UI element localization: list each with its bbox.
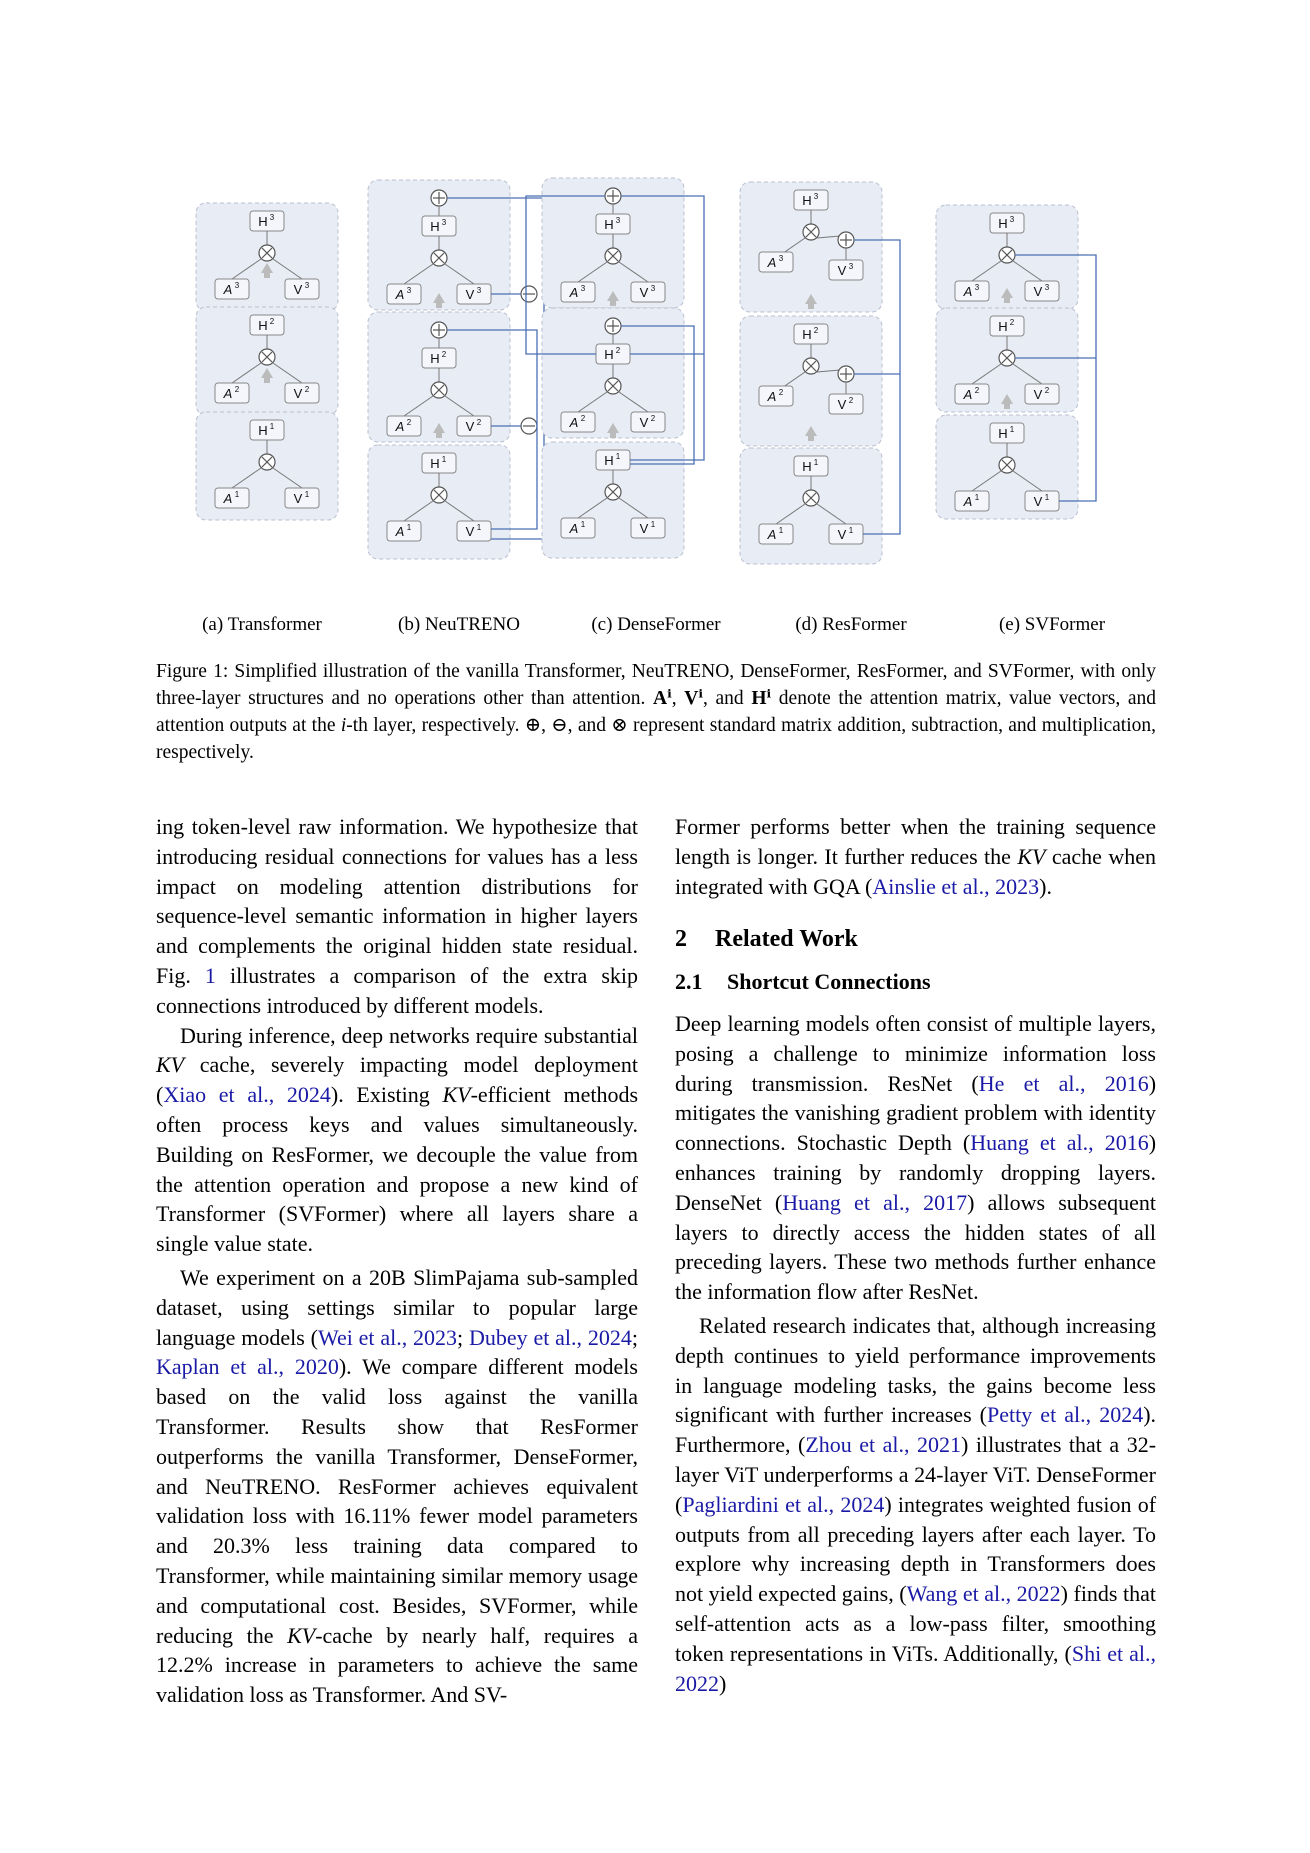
- node-label-a3: A: [569, 285, 579, 300]
- node-sup-h3: 3: [1009, 215, 1015, 224]
- flow-arrow-shaft: [1004, 297, 1010, 303]
- node-sup-h3: 3: [269, 213, 275, 222]
- panel-label-a: (a) Transformer: [202, 614, 322, 635]
- panel-label-e: (e) SVFormer: [998, 614, 1106, 635]
- node-sup-a1: 1: [406, 523, 412, 532]
- node-sup-a2: 2: [974, 386, 980, 395]
- paragraph: Deep learning models often consist of multiple layers, posing a challenge to minimize information loss during transmission. ResNet (He et al., 2016) mitigates the vanishing gradient problem with identity connections. Stochastic Depth (Huang et al., 2016) enhances training by randomly dropping layers. DenseNet (Huang et al., 2017) allows subsequent layers to directly access the hidden states of all preceding layers. These two methods further enhance the information flow after ResNet.: [675, 1010, 1157, 1305]
- node-label-a3: A: [767, 255, 777, 270]
- node-label-a3: A: [223, 282, 233, 297]
- citation-link[interactable]: Huang et al., 2017: [782, 1189, 968, 1215]
- flow-arrow-shaft: [436, 302, 442, 308]
- node-label-v1: V: [837, 527, 847, 542]
- node-label-h1: H: [258, 423, 268, 438]
- node-label-v2: V: [1033, 387, 1043, 402]
- node-label-a2: A: [395, 419, 405, 434]
- citation-link[interactable]: Wei et al., 2023: [317, 1324, 458, 1350]
- node-sup-v2: 2: [1044, 386, 1050, 395]
- citation-link[interactable]: Dubey et al., 2024: [468, 1324, 632, 1350]
- node-sup-h1: 1: [441, 455, 447, 464]
- node-label-a1: A: [395, 524, 405, 539]
- node-label-v3: V: [293, 282, 303, 297]
- node-sup-v1: 1: [848, 526, 854, 535]
- node-sup-a2: 2: [406, 418, 412, 427]
- node-sup-h1: 1: [1009, 425, 1015, 434]
- node-sup-a1: 1: [974, 493, 980, 502]
- node-label-v1: V: [465, 524, 475, 539]
- node-label-h2: H: [802, 327, 812, 342]
- citation-link[interactable]: Wang et al., 2022: [906, 1581, 1061, 1607]
- flow-arrow-shaft: [436, 432, 442, 438]
- citation-link[interactable]: Pagliardini et al., 2024: [682, 1491, 885, 1517]
- node-sup-v3: 3: [650, 284, 656, 293]
- node-sup-v1: 1: [650, 520, 656, 529]
- paragraph: During inference, deep networks require substantial KV cache, severely impacting model deployment (Xiao et al., 2024). Existing KV-efficient methods often process keys and values simultaneously. Building on ResFormer, we decouple the value from the attention operation and propose a new kind of Transformer (SVFormer) where all layers share a single value state.: [156, 1022, 639, 1257]
- flow-arrow-shaft: [610, 300, 616, 306]
- node-label-h1: H: [998, 426, 1008, 441]
- node-label-v2: V: [293, 386, 303, 401]
- node-label-a2: A: [223, 386, 233, 401]
- left-column: [156, 812, 638, 1710]
- node-label-a2: A: [963, 387, 973, 402]
- right-column: [675, 812, 1156, 1698]
- node-label-h1: H: [802, 459, 812, 474]
- node-sup-h3: 3: [441, 218, 447, 227]
- node-label-h1: H: [430, 456, 440, 471]
- section-heading: 2 Related Work: [675, 926, 858, 953]
- node-label-a2: A: [767, 389, 777, 404]
- node-sup-v3: 3: [476, 286, 482, 295]
- citation-link[interactable]: Xiao et al., 2024: [163, 1082, 331, 1108]
- paragraph: Former performs better when the training sequence length is longer. It further reduces the KV cache when integrated with GQA (Ainslie et al., 2023).: [675, 814, 1156, 899]
- citation-link[interactable]: He et al., 2016: [978, 1070, 1149, 1096]
- node-label-h3: H: [802, 193, 812, 208]
- node-sup-a1: 1: [580, 520, 586, 529]
- node-sup-h2: 2: [813, 326, 819, 335]
- node-sup-v2: 2: [476, 418, 482, 427]
- symbol-h: Hⁱ: [751, 688, 772, 709]
- node-label-h3: H: [258, 214, 268, 229]
- node-sup-v1: 1: [1044, 493, 1050, 502]
- node-sup-v2: 2: [650, 414, 656, 423]
- node-label-v3: V: [1033, 284, 1043, 299]
- node-sup-a2: 2: [234, 385, 240, 394]
- node-label-a1: A: [963, 494, 973, 509]
- flow-arrow-shaft: [264, 272, 270, 278]
- node-sup-h3: 3: [615, 216, 621, 225]
- node-sup-a3: 3: [580, 284, 586, 293]
- node-label-h2: H: [430, 351, 440, 366]
- node-label-h3: H: [604, 217, 614, 232]
- citation-link[interactable]: Shi et al., 2022: [675, 1640, 1156, 1696]
- symbol-a: Aⁱ: [652, 688, 672, 709]
- node-sup-v3: 3: [304, 281, 310, 290]
- node-sup-v3: 3: [848, 262, 854, 271]
- node-label-h3: H: [430, 219, 440, 234]
- node-sup-h2: 2: [269, 317, 275, 326]
- node-label-h3: H: [998, 216, 1008, 231]
- figure-link[interactable]: 1: [204, 962, 216, 988]
- paragraph: We experiment on a 20B SlimPajama sub-sampled dataset, using settings similar to popular large language models (Wei et al., 2023; Dubey et al., 2024; Kaplan et al., 2020). We compare different models based on the valid loss against the vanilla Transformer. Results show that ResFormer outperforms the vanilla Transformer, DenseFormer, and NeuTRENO. ResFormer achieves equivalent validation loss with 16.11% fewer model parameters and 20.3% less training data compared to Transformer, while maintaining similar memory usage and computational cost. Besides, SVFormer, while reducing the KV-cache by nearly half, requires a 12.2% increase in parameters to achieve the same validation loss as Transformer. And SV-: [156, 1264, 638, 1708]
- citation-link[interactable]: Petty et al., 2024: [987, 1402, 1144, 1428]
- flow-arrow-shaft: [610, 432, 616, 438]
- node-sup-a3: 3: [778, 254, 784, 263]
- flow-arrow-shaft: [808, 435, 814, 441]
- node-label-v3: V: [837, 263, 847, 278]
- node-sup-v2: 2: [304, 385, 310, 394]
- node-label-v2: V: [639, 415, 649, 430]
- citation-link[interactable]: Ainslie et al., 2023: [872, 873, 1040, 899]
- node-sup-h3: 3: [813, 192, 819, 201]
- node-label-a3: A: [963, 284, 973, 299]
- node-sup-h2: 2: [441, 350, 447, 359]
- node-label-a2: A: [569, 415, 579, 430]
- node-label-a1: A: [569, 521, 579, 536]
- flow-arrow-shaft: [264, 377, 270, 383]
- symbol-v: Vⁱ: [684, 688, 703, 709]
- node-label-v1: V: [639, 521, 649, 536]
- node-sup-h1: 1: [615, 452, 621, 461]
- panel-label-d: (d) ResFormer: [795, 614, 907, 635]
- node-sup-h1: 1: [813, 458, 819, 467]
- citation-link[interactable]: Kaplan et al., 2020: [156, 1354, 339, 1380]
- paragraph: ing token-level raw information. We hypothesize that introducing residual connections for values has a less impact on modeling attention distributions for sequence-level semantic information in higher layers and complements the original hidden state residual. Fig. 1 illustrates a comparison of the extra skip connections introduced by different models.: [156, 814, 639, 1018]
- node-sup-v1: 1: [304, 490, 310, 499]
- figure-caption: Figure 1: Simplified illustration of the vanilla Transformer, NeuTRENO, DenseFormer, ResFormer, and SVFormer, with only three-layer structures and no operations other than attention. Aⁱ, Vⁱ, and Hⁱ denote the attention matrix, value vectors, and attention outputs at the i-th layer, respectively. ⊕, ⊖, and ⊗ represent standard matrix addition, subtraction, and multiplication, respectively.: [156, 661, 1157, 763]
- node-label-a3: A: [395, 287, 405, 302]
- node-label-v2: V: [465, 419, 475, 434]
- architecture-diagram: [150, 170, 1160, 610]
- node-sup-v1: 1: [476, 523, 482, 532]
- node-sup-a2: 2: [778, 388, 784, 397]
- node-label-a1: A: [223, 491, 233, 506]
- panel-label-b: (b) NeuTRENO: [398, 614, 520, 635]
- flow-arrow-shaft: [808, 303, 814, 309]
- node-sup-a3: 3: [406, 286, 412, 295]
- citation-link[interactable]: Huang et al., 2016: [970, 1130, 1149, 1156]
- node-sup-v2: 2: [848, 396, 854, 405]
- citation-link[interactable]: Zhou et al., 2021: [805, 1432, 962, 1458]
- node-sup-a1: 1: [778, 526, 784, 535]
- node-sup-a3: 3: [974, 283, 980, 292]
- node-label-h2: H: [998, 319, 1008, 334]
- node-label-h2: H: [258, 318, 268, 333]
- figure-1: [150, 170, 1160, 610]
- node-sup-a1: 1: [234, 490, 240, 499]
- node-label-v1: V: [1033, 494, 1043, 509]
- node-label-v2: V: [837, 397, 847, 412]
- node-label-a1: A: [767, 527, 777, 542]
- node-sup-a3: 3: [234, 281, 240, 290]
- node-sup-a2: 2: [580, 414, 586, 423]
- flow-arrow-shaft: [1004, 403, 1010, 409]
- node-sup-h2: 2: [1009, 318, 1015, 327]
- node-label-v1: V: [293, 491, 303, 506]
- node-label-h2: H: [604, 347, 614, 362]
- node-sup-v3: 3: [1044, 283, 1050, 292]
- node-label-v3: V: [639, 285, 649, 300]
- subsection-heading: 2.1 Shortcut Connections: [675, 969, 931, 995]
- paragraph: Related research indicates that, although increasing depth continues to yield performance improvements in language modeling tasks, the gains become less significant with further increases (Petty et al., 2024). Furthermore, (Zhou et al., 2021) illustrates that a 32-layer ViT underperforms a 24-layer ViT. DenseFormer (Pagliardini et al., 2024) integrates weighted fusion of outputs from all preceding layers after each layer. To explore why increasing depth in Transformers does not yield expected gains, (Wang et al., 2022) finds that self-attention acts as a low-pass filter, smoothing token representations in ViTs. Additionally, (Shi et al., 2022): [675, 1312, 1157, 1696]
- node-label-v3: V: [465, 287, 475, 302]
- panel-label-c: (c) DenseFormer: [591, 614, 721, 635]
- node-sup-h2: 2: [615, 346, 621, 355]
- node-label-h1: H: [604, 453, 614, 468]
- node-sup-h1: 1: [269, 422, 275, 431]
